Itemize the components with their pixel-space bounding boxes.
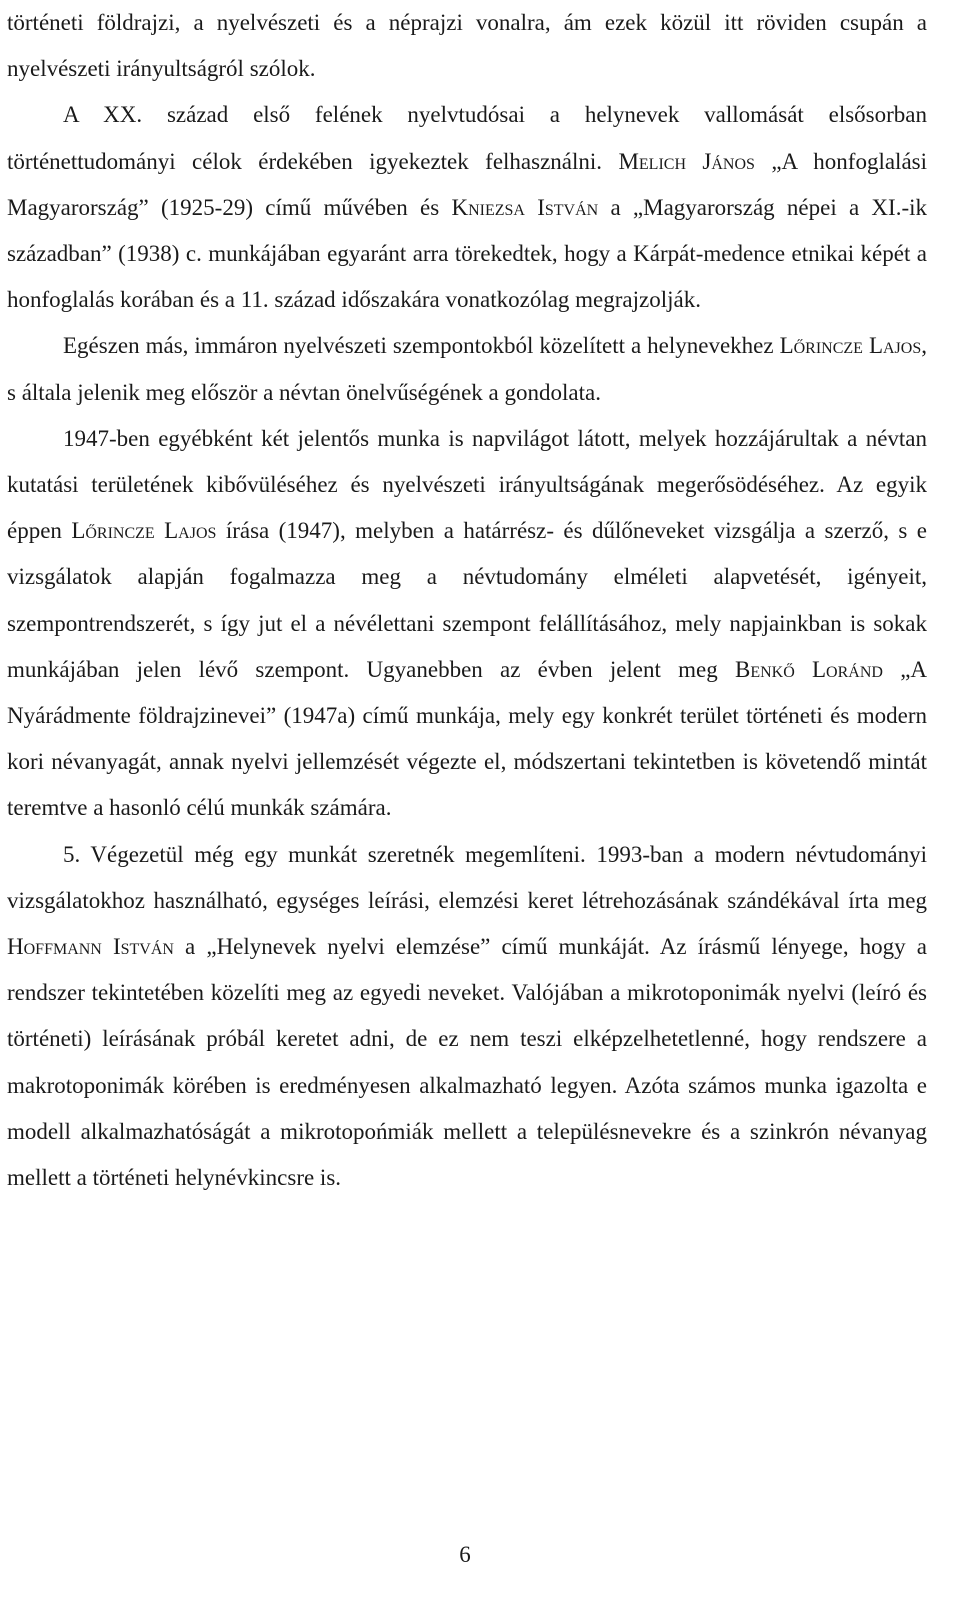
paragraph-text: A XX. század első felének nyelvtudósai a helynevek vallomását elsősorban történettudományi célok érdekében igyekeztek felhasználni. [7,102,927,174]
paragraph-4 [7,416,927,832]
author-name: Lőrincze Lajos [71,518,217,544]
paragraph-text: a „Magyarország népei a XI.-ik században” (1938) c. munkájában egyaránt arra törekedtek, hogy a Kárpát-medence etnikai képét a honfoglalás korában és a 11. század időszakára vonatkozólag megrajzolják. [7,194,928,313]
author-name: Benkő Loránd [734,656,883,682]
paragraph-text: „A Nyárádmente földrajzinevei” (1947a) című munkája, mely egy konkrét terület történeti és modern kori névanyagát, annak nyelvi jellemzését végezte el, módszertani tekintetben is követendő mintát teremtve a hasonló célú munkák számára. [7,656,928,821]
author-name: Lőrincze Lajos [779,333,922,359]
author-name: Kniezsa István [451,194,599,220]
paragraph-text: 5. Végezetül még egy munkát szeretnék megemlíteni. 1993-ban a modern névtudományi vizsgálatokhoz használható, egységes leírási, elemzési keret létrehozásának szándékával írta meg [7,841,927,913]
paragraph-5 [7,832,927,1202]
author-name: Hoffmann István [7,934,174,960]
paragraph-text: történeti földrajzi, a nyelvészeti és a néprajzi vonalra, ám ezek közül itt röviden csupán a nyelvészeti irányultságról szólok. [7,10,927,82]
paragraph-text: 1947-ben egyébként két jelentős munka is napvilágot látott, melyek hozzájárultak a névtan kutatási területének kibővüléséhez és nyelvészeti irányultságának megerősödéséhez. Az egyik éppen [7,425,927,544]
paragraph-text: , s általa jelenik meg először a névtan önelvűségének a gondolata. [7,333,927,405]
paragraph-text: írása (1947), melyben a határrész- és dűlőneveket vizsgálja a szerző, s e vizsgálatok alapján fogalmazza meg a névtudomány elméleti alapvetését, igényeit, szempontrendszerét, s így jut el a névélettani szempont felállításához, mely napjainkban is sokak munkájában jelen lévő szempont. Ugyanebben az évben jelent meg [7,518,927,682]
paragraph-text: „A honfoglalási Magyarország” (1925-29) című művében és [7,148,928,220]
document-body [7,0,927,1201]
paragraph-text: a „Helynevek nyelvi elemzése” című munkáját. Az írásmű lényege, hogy a rendszer tekintetében közelíti meg az egyedi neveket. Valójában a mikrotoponimák nyelvi (leíró és történeti) leírásának próbál keretet adni, de ez nem teszi elképzelhetetlenné, hogy rendszere a makrotoponimák körében is eredményesen alkalmazható legyen. Azóta számos munka igazolta e modell alkalmazhatóságát a mikrotopońmiák mellett a településnevekre és a szinkrón névanyag mellett a történeti helynévkincsre is. [7,934,927,1191]
page-number: 6 [459,1542,471,1567]
paragraph-text: Egészen más, immáron nyelvészeti szempontokból közelített a helynevekhez [63,333,780,359]
paragraph-1 [7,0,927,92]
author-name: Melich János [618,148,755,174]
paragraph-2 [7,92,927,323]
paragraph-3 [7,323,927,415]
